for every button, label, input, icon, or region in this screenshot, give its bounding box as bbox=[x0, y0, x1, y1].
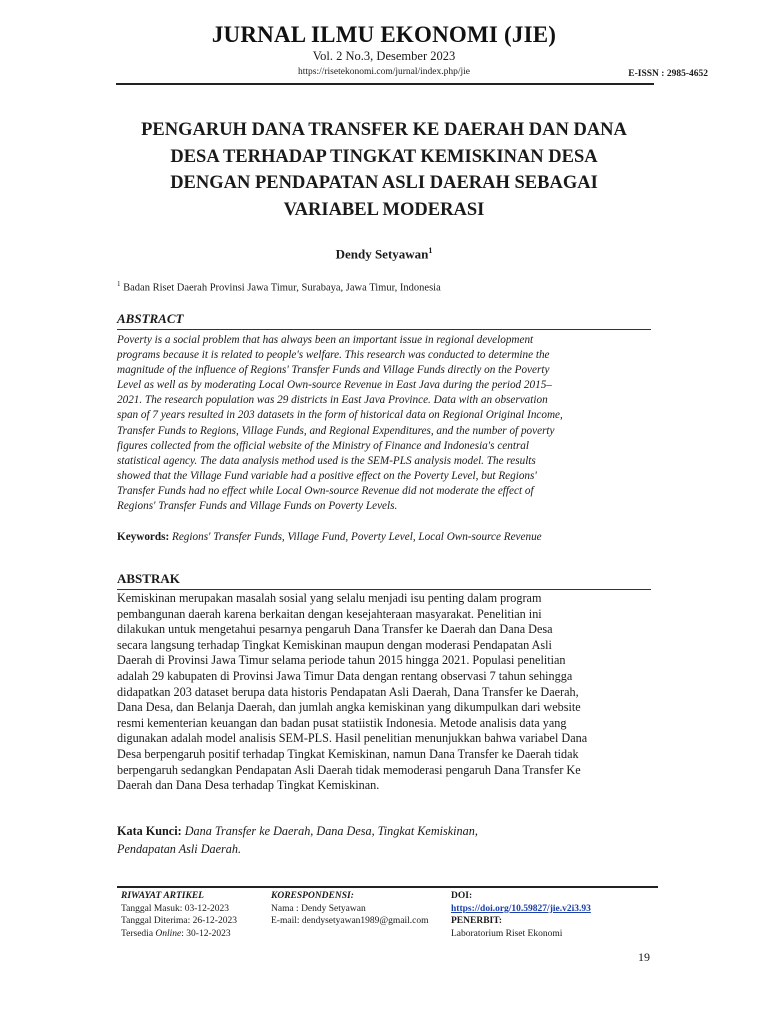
journal-title: JURNAL ILMU EKONOMI (JIE) bbox=[211, 22, 557, 47]
date-available bbox=[121, 928, 237, 941]
correspondence-heading: KORESPONDENSI: bbox=[271, 891, 354, 901]
author-text: Dendy Setyawan bbox=[335, 246, 429, 262]
abstract-divider bbox=[117, 329, 651, 330]
author-name bbox=[0, 246, 768, 262]
abstrak-line: Kemiskinan merupakan masalah sosial yang selalu menjadi isu penting dalam program bbox=[117, 591, 542, 605]
doi-publisher bbox=[451, 890, 591, 940]
abstrak-line: pembangunan daerah karena berkaitan dengan kesejahteraan masyarakat. Penelitian ini bbox=[117, 606, 542, 621]
abstract-line: Poverty is a social problem that has always been an important issue in regional development bbox=[117, 334, 534, 346]
abstrak-line: digunakan adalah model analisis SEM-PLS. Hasil penelitian menunjukkan bahwa variabel Dana bbox=[117, 731, 588, 746]
date-received: Tanggal Masuk: 03-12-2023 bbox=[121, 903, 230, 914]
keywords-id bbox=[117, 823, 478, 858]
affiliation-text: Badan Riset Daerah Provinsi Jawa Timur, Surabaya, Jawa Timur, Indonesia bbox=[123, 282, 441, 294]
available-date: : 30-12-2023 bbox=[181, 928, 231, 939]
article-title-line: VARIABEL MODERASI bbox=[283, 199, 485, 220]
publisher-heading: PENERBIT: bbox=[451, 916, 503, 926]
abstract-en-body bbox=[117, 333, 651, 514]
article-title-line: DENGAN PENDAPATAN ASLI DAERAH SEBAGAI bbox=[170, 173, 598, 193]
abstract-heading: ABSTRACT bbox=[117, 311, 184, 326]
article-history bbox=[121, 890, 237, 940]
keywords-en bbox=[117, 531, 542, 543]
kata-kunci-label: Kata Kunci: bbox=[117, 824, 182, 838]
abstract-line: programs because it is related to people's welfare. This research was conducted to determine the bbox=[117, 349, 550, 362]
correspondence-name: Nama : Dendy Setyawan bbox=[271, 903, 366, 914]
page-number: 19 bbox=[638, 950, 650, 964]
kata-kunci-line-2 bbox=[117, 841, 478, 859]
abstrak-line: dilakukan untuk mengetahui pesarnya pengaruh Dana Transfer ke Daerah dan Dana Desa bbox=[117, 622, 553, 637]
keywords-text: Regions' Transfer Funds, Village Fund, Poverty Level, Local Own-source Revenue bbox=[172, 531, 542, 543]
author-sup: 1 bbox=[428, 246, 433, 255]
abstract-line: magnitude of the influence of Regions' Transfer Funds and Village Funds directly on the Poverty bbox=[117, 364, 550, 377]
abstract-line: 2021. The research population was 29 districts in East Java Province. Data with an observation bbox=[117, 394, 548, 407]
abstrak-line: Daerah di Provinsi Jawa Timur selama periode tahun 2015 hingga 2021. Populasi penelitian bbox=[117, 653, 566, 668]
available-prefix: Tersedia bbox=[121, 928, 156, 939]
abstrak-line: secara langsung terhadap Tingkat Kemiskinan maupun dengan moderasi Pendapatan Asli bbox=[117, 637, 552, 652]
article-title-line: PENGARUH DANA TRANSFER KE DAERAH DAN DANA bbox=[141, 120, 627, 140]
abstract-line: Transfer Funds had no effect while Local Own-source Revenue did not moderate the effect of bbox=[117, 484, 534, 497]
abstrak-line: didapatkan 203 dataset berupa data historis Pendapatan Asli Daerah, Dana Transfer ke Daerah, bbox=[117, 684, 579, 699]
affiliation bbox=[117, 280, 441, 294]
article-title bbox=[96, 117, 672, 223]
keywords-label: Keywords: bbox=[117, 531, 170, 543]
correspondence bbox=[271, 890, 429, 928]
abstract-line: statistical agency. The data analysis method used is the SEM-PLS analysis model. The results bbox=[117, 454, 536, 467]
abstrak-line: adalah 29 kabupaten di Provinsi Jawa Timur Data dengan rentang observasi 7 tahun sehingga bbox=[117, 668, 573, 683]
history-heading: RIWAYAT ARTIKEL bbox=[121, 891, 204, 901]
journal-eissn: E-ISSN : 2985-4652 bbox=[628, 69, 708, 79]
abstract-line: Level as well as by moderating Local Own-source Revenue in East Java during the period 2015– bbox=[117, 379, 552, 392]
abstrak-divider bbox=[117, 589, 651, 590]
header-divider bbox=[116, 83, 654, 85]
footer-divider bbox=[117, 886, 658, 888]
journal-volume: Vol. 2 No.3, Desember 2023 bbox=[312, 49, 456, 63]
journal-url[interactable]: https://risetekonomi.com/jurnal/index.php/jie bbox=[297, 67, 471, 77]
publisher-name: Laboratorium Riset Ekonomi bbox=[451, 928, 563, 939]
kata-kunci-line-1 bbox=[117, 823, 478, 841]
correspondence-email[interactable]: E-mail: dendysetyawan1989@gmail.com bbox=[271, 916, 429, 926]
abstract-line: Transfer Funds to Regions, Village Funds, and Regional Expenditures, and the number of poverty bbox=[117, 424, 555, 437]
date-accepted: Tanggal Diterima: 26-12-2023 bbox=[121, 916, 237, 926]
available-online: Online bbox=[155, 928, 182, 939]
abstrak-heading: ABSTRAK bbox=[117, 571, 180, 586]
abstrak-line: Daerah dan Dana Desa terhadap Tingkat Kemiskinan. bbox=[117, 778, 380, 793]
abstrak-line: Desa berpengaruh positif terhadap Tingkat Kemiskinan, namun Dana Transfer ke Daerah tidak bbox=[117, 746, 579, 761]
abstract-line: figures collected from the official website of the Ministry of Finance and Indonesia's central bbox=[117, 439, 530, 452]
kata-kunci-text-2: Pendapatan Asli Daerah. bbox=[117, 841, 242, 856]
abstrak-line: resmi kementerian keuangan dan badan pusat statiistik Indonesia. Metode analisis data yang bbox=[117, 715, 567, 730]
abstract-line: showed that the Village Fund variable had a positive effect on the Poverty Level, but Regions' bbox=[117, 469, 537, 482]
abstrak-line: Dana Desa, dan Belanja Daerah, dan jumlah angka kemiskinan yang dikumpulkan dari website bbox=[117, 700, 581, 715]
kata-kunci-text: Dana Transfer ke Daerah, Dana Desa, Tingkat Kemiskinan, bbox=[184, 824, 478, 838]
doi-heading: DOI: bbox=[451, 891, 473, 901]
abstract-line: Regions' Transfer Funds and Village Funds on Poverty Levels. bbox=[117, 500, 398, 513]
abstrak-line: berpengaruh sedangkan Pendapatan Asli Daerah tidak memoderasi pengaruh Dana Transfer Ke bbox=[117, 762, 581, 777]
article-title-line: DESA TERHADAP TINGKAT KEMISKINAN DESA bbox=[170, 146, 598, 167]
affiliation-sup: 1 bbox=[117, 280, 121, 288]
abstract-line: span of 7 years resulted in 203 datasets in the form of historical data on Regional Original Income, bbox=[117, 409, 563, 422]
abstract-id-body bbox=[117, 591, 651, 794]
doi-link[interactable]: https://doi.org/10.59827/jie.v2i3.93 bbox=[451, 903, 591, 914]
